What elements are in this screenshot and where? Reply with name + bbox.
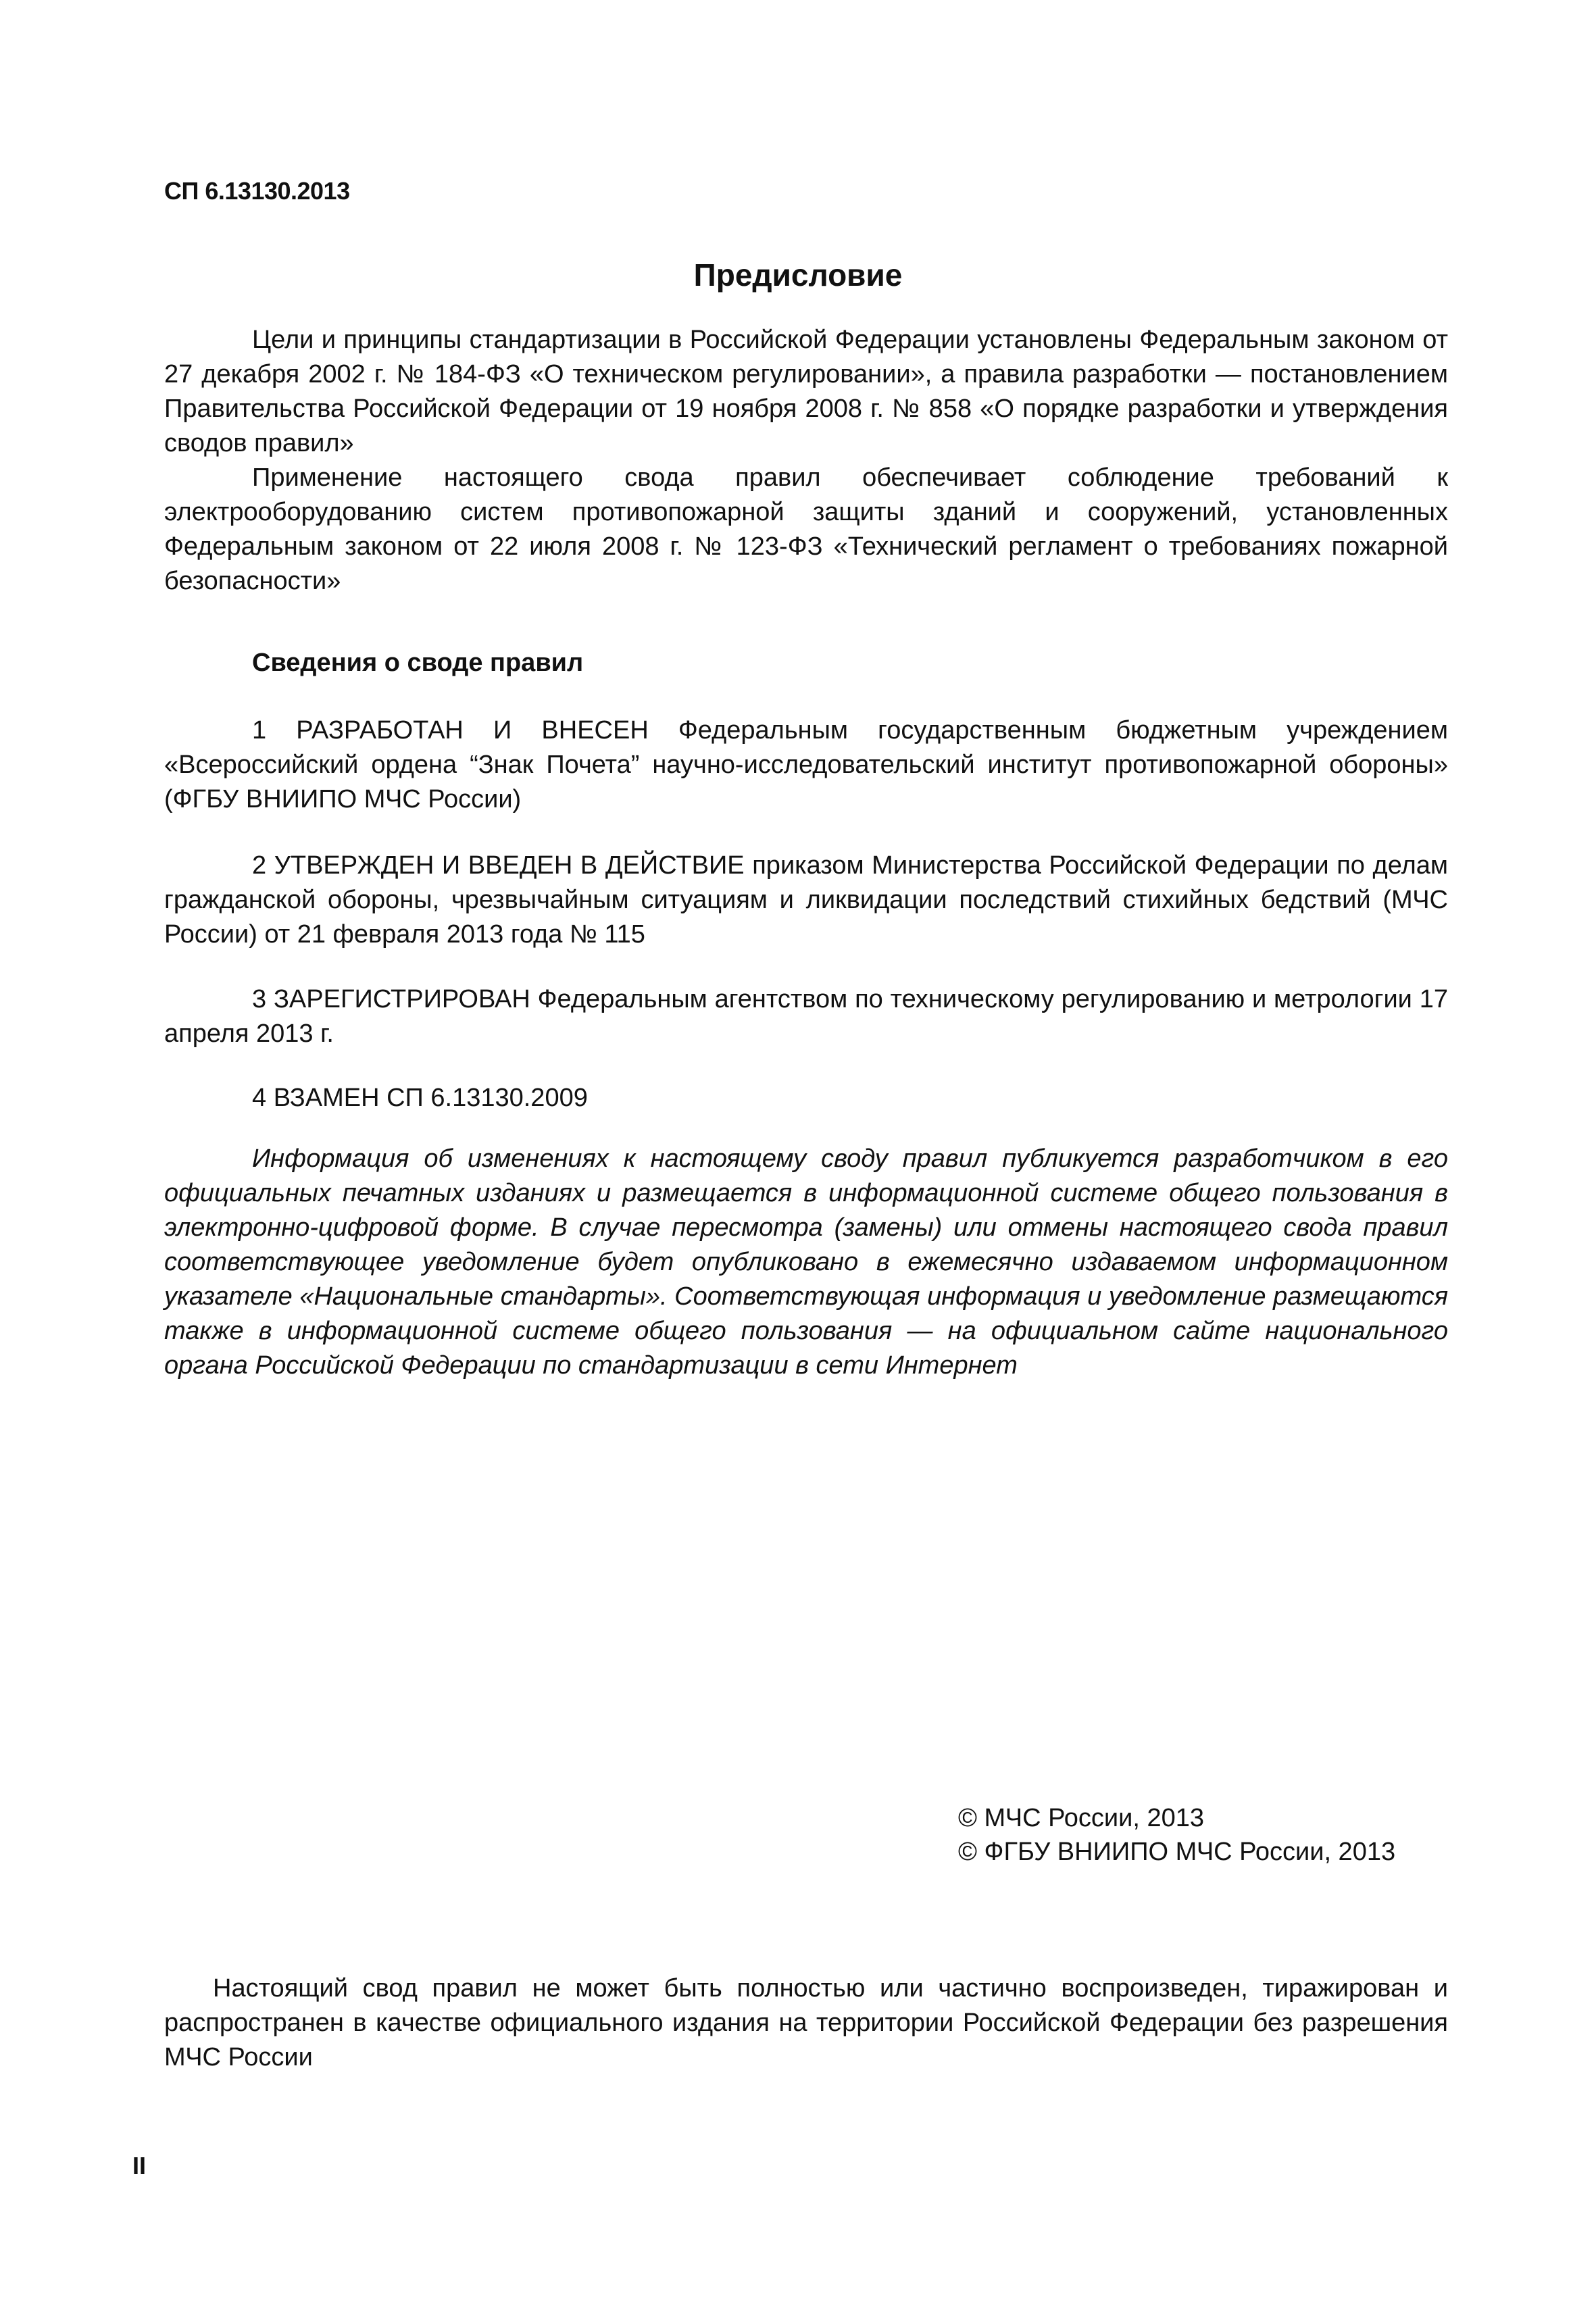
page-number: II	[132, 2152, 147, 2180]
copyright-block	[958, 1801, 1395, 1869]
copyright-line: © ФГБУ ВНИИПО МЧС России, 2013	[958, 1838, 1396, 1866]
preface-paragraph: Цели и принципы стандартизации в Российской Федерации установлены Федеральным законом от 27 декабря 2002 г. № 184-ФЗ «О техническом регулировании», а правила разработки — постановлением Правительства Российской Федерации от 19 ноября 2008 г. № 858 «О порядке разработки и утверждения сводов правил»	[164, 326, 1448, 457]
preface-paragraph: Применение настоящего свода правил обеспечивает соблюдение требований к электрооборудованию систем противопожарной защиты зданий и сооружений, установленных Федеральным законом от 22 июля 2008 г. № 123-ФЗ «Технический регламент о требованиях пожарной безопасности»	[164, 463, 1448, 595]
info-item-text: 1 РАЗРАБОТАН И ВНЕСЕН Федеральным государственным бюджетным учреждением «Всероссийский ордена “Знак Почета” научно-исследовательский институт противопожарной обороны» (ФГБУ ВНИИПО МЧС России)	[164, 716, 1448, 813]
preface-title: Предисловие	[693, 257, 903, 293]
preface-body	[164, 323, 1448, 599]
copyright-line: © МЧС России, 2013	[958, 1804, 1205, 1832]
info-item-4	[164, 1081, 1448, 1115]
reproduction-notice: Настоящий свод правил не может быть полностью или частично воспроизведен, тиражирован и распространен в качестве официального издания на территории Российской Федерации без разрешения МЧС России	[164, 1974, 1448, 2071]
info-heading: Сведения о своде правил	[252, 649, 584, 677]
info-item-2	[164, 849, 1448, 952]
change-notice-text: Информация об изменениях к настоящему своду правил публикуется разработчиком в его официальных печатных изданиях и размещается в информационной системе общего пользования в электронно-цифровой форме. В случае пересмотра (замены) или отмены настоящего свода правил соответствующее уведомление будет опубликовано в ежемесячно издаваемом информационном указателе «Национальные стандарты». Соответствующая информация и уведомление размещаются также в информационной системе общего пользования — на официальном сайте национального органа Российской Федерации по стандартизации в сети Интернет	[164, 1145, 1448, 1380]
document-code: СП 6.13130.2013	[164, 177, 350, 205]
info-item-text: 2 УТВЕРЖДЕН И ВВЕДЕН В ДЕЙСТВИЕ приказом Министерства Российской Федерации по делам гражданской обороны, чрезвычайным ситуациям и ликвидации последствий стихийных бедствий (МЧС России) от 21 февраля 2013 года № 115	[164, 851, 1448, 949]
info-item-text: 3 ЗАРЕГИСТРИРОВАН Федеральным агентством по техническому регулированию и метрологии 17 апреля 2013 г.	[164, 985, 1448, 1048]
info-item-text: 4 ВЗАМЕН СП 6.13130.2009	[252, 1084, 588, 1112]
change-notice	[164, 1142, 1448, 1383]
info-item-1	[164, 713, 1448, 817]
info-item-3	[164, 982, 1448, 1051]
